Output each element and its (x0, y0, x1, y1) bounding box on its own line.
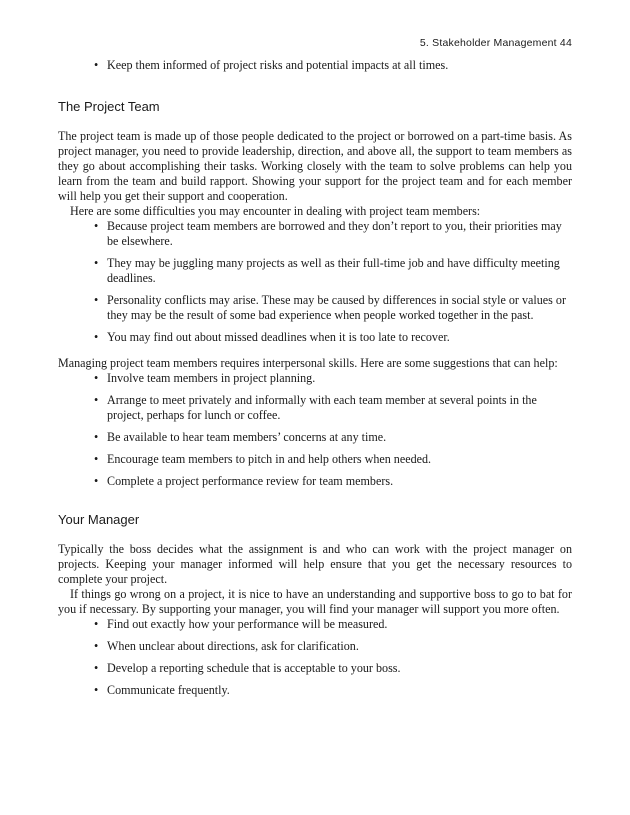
suggestions-list (58, 371, 572, 489)
list-item: • Complete a project performance review for team members. (58, 474, 572, 489)
list-item: • Find out exactly how your performance will be measured. (58, 617, 572, 632)
section-heading-project-team: The Project Team (58, 99, 160, 114)
list-item: • Because project team members are borrowed and they don’t report to you, their priorities may be elsewhere. (58, 219, 572, 249)
difficulties-list (58, 219, 572, 345)
paragraph: Managing project team members requires interpersonal skills. Here are some suggestions that can help: (58, 356, 558, 370)
paragraph: The project team is made up of those people dedicated to the project or borrowed on a part-time basis. As project manager, you need to provide leadership, direction, and above all, the support to team members as they go about accomplishing their tasks. Working closely with the team to solve problems can help you learn from the team and build rapport. Showing your support for the project team and for each member will help you get their support and cooperation. (58, 129, 572, 203)
paragraph: If things go wrong on a project, it is nice to have an understanding and supportive boss to go to bat for you if necessary. By supporting your manager, you will find your manager will support you more often. (58, 587, 572, 616)
list-item: • Personality conflicts may arise. These may be caused by differences in social style or values or they may be the result of some bad experience when people worked together in the past. (58, 293, 572, 323)
list-item: • Involve team members in project planning. (58, 371, 572, 386)
list-item: • Communicate frequently. (58, 683, 572, 698)
list-item: • When unclear about directions, ask for clarification. (58, 639, 572, 654)
paragraph: Here are some difficulties you may encounter in dealing with project team members: (70, 204, 481, 218)
list-item: • Be available to hear team members’ concerns at any time. (58, 430, 572, 445)
list-item: • They may be juggling many projects as well as their full-time job and have difficulty meeting deadlines. (58, 256, 572, 286)
list-item: • Arrange to meet privately and informally with each team member at several points in the project, perhaps for lunch or coffee. (58, 393, 572, 423)
page-body (58, 58, 572, 698)
paragraph: Typically the boss decides what the assignment is and who can work with the project manager on projects. Keeping your manager informed will help ensure that you get the necessary resources to complete your project. (58, 542, 572, 586)
section-heading-your-manager: Your Manager (58, 512, 140, 527)
list-item: • Keep them informed of project risks and potential impacts at all times. (58, 58, 572, 73)
intro-bullet-list (58, 58, 572, 73)
manager-tips-list (58, 617, 572, 698)
list-item: • You may find out about missed deadlines when it is too late to recover. (58, 330, 572, 345)
list-item: • Develop a reporting schedule that is acceptable to your boss. (58, 661, 572, 676)
list-item: • Encourage team members to pitch in and help others when needed. (58, 452, 572, 467)
running-head: 5. Stakeholder Management 44 (419, 37, 572, 49)
